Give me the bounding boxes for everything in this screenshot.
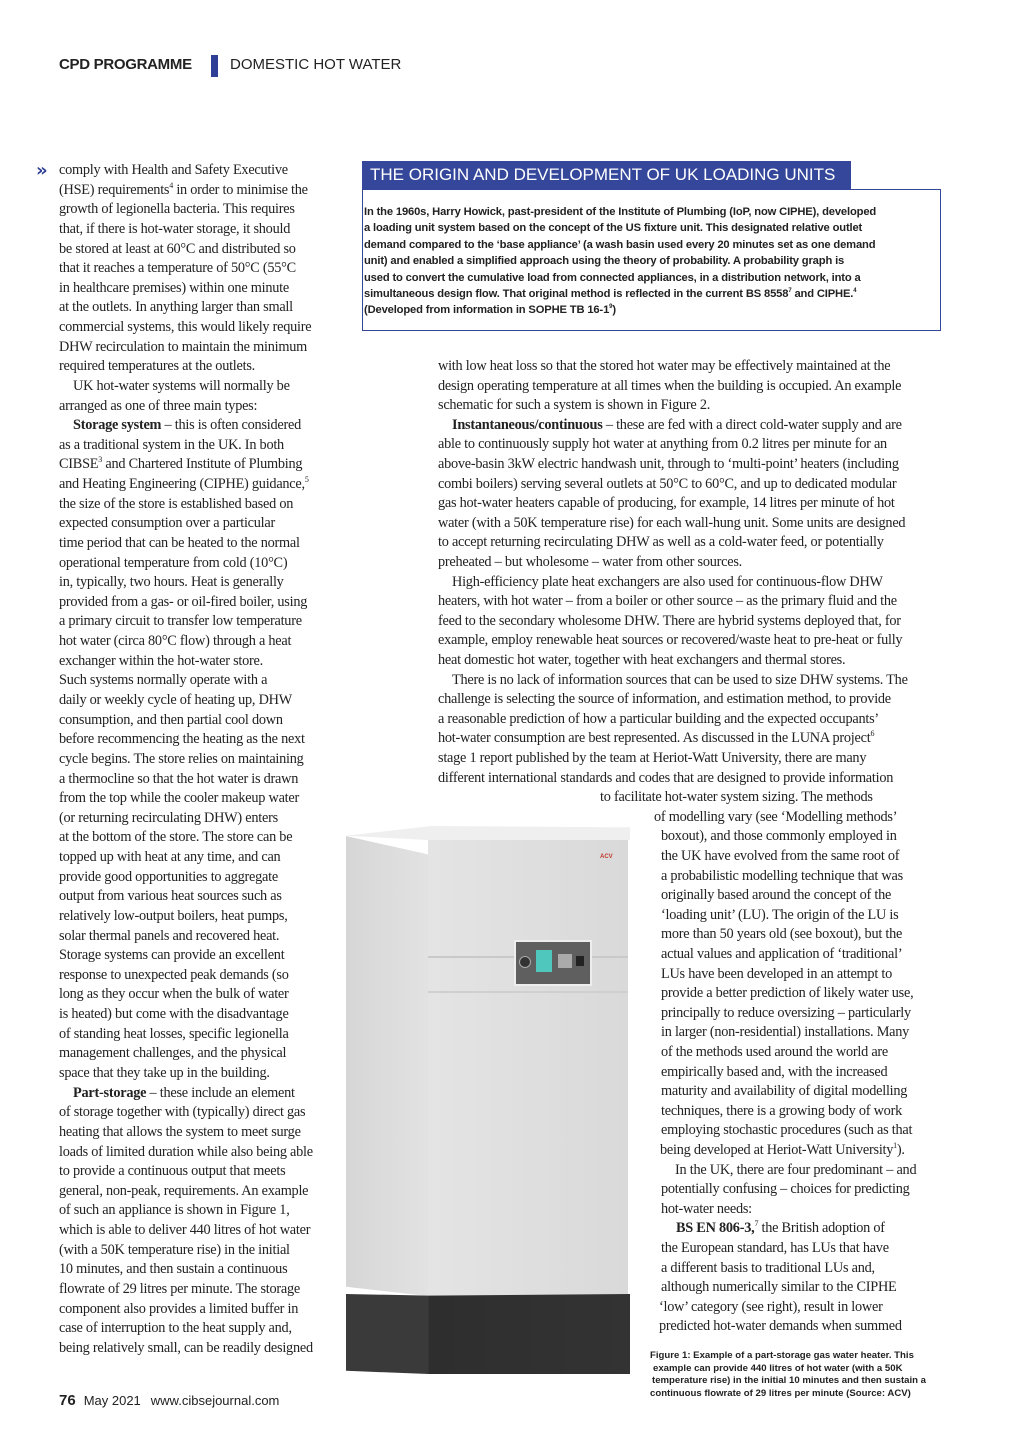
text-line bbox=[59, 632, 291, 650]
page-number: 76 bbox=[59, 1392, 76, 1409]
text-run: consumption, and then partial cool down bbox=[59, 711, 283, 728]
dial-icon bbox=[519, 956, 531, 968]
text-line bbox=[59, 436, 284, 454]
text-line bbox=[59, 495, 293, 513]
text-line bbox=[452, 573, 883, 591]
text-run: – these include an element bbox=[146, 1084, 295, 1101]
text-run: exchanger within the hot-water store. bbox=[59, 652, 263, 669]
text-line bbox=[59, 1339, 313, 1357]
text-line bbox=[438, 749, 866, 767]
text-run: of standing heat losses, specific legionella bbox=[59, 1025, 289, 1042]
boxout-line bbox=[364, 220, 940, 236]
text-line bbox=[661, 945, 902, 963]
text-run: output from various heat sources such as bbox=[59, 888, 282, 905]
text-line bbox=[661, 847, 899, 865]
text-run: and CIPHE. bbox=[791, 288, 854, 301]
text-run: time period that can be heated to the normal bbox=[59, 534, 300, 551]
text-line bbox=[661, 1082, 907, 1100]
text-line bbox=[59, 455, 302, 473]
text-line bbox=[675, 1161, 916, 1179]
reference-superscript: 7 bbox=[754, 1219, 759, 1229]
text-run: a reasonable prediction of how a particular building and the expected occupants’ bbox=[438, 710, 879, 727]
text-line bbox=[661, 984, 913, 1002]
text-run: ‘low’ category (see right), result in lower bbox=[659, 1298, 883, 1315]
website-link[interactable]: www.cibsejournal.com bbox=[150, 1393, 280, 1408]
text-run: Storage systems can provide an excellent bbox=[59, 947, 285, 964]
display-screen bbox=[536, 950, 552, 972]
text-line bbox=[661, 867, 903, 885]
text-run: and Heating Engineering (CIPHE) guidance, bbox=[59, 476, 305, 493]
text-run: case of interruption to the heat supply and, bbox=[59, 1320, 292, 1337]
text-run: hot-water needs: bbox=[661, 1200, 752, 1217]
text-line bbox=[59, 1300, 298, 1318]
text-run: CIBSE bbox=[59, 456, 99, 473]
bold-lead-in: Instantaneous/continuous bbox=[452, 416, 603, 433]
text-line bbox=[438, 396, 710, 414]
text-run: (Developed from information in SOPHE TB 16-1 bbox=[364, 304, 610, 317]
text-line bbox=[59, 259, 296, 277]
text-run: a different basis to traditional LUs and, bbox=[661, 1259, 875, 1276]
boxout-title: THE ORIGIN AND DEVELOPMENT OF UK LOADING UNITS bbox=[362, 161, 851, 189]
text-run: general, non-peak, requirements. An example bbox=[59, 1182, 309, 1199]
text-run: space that they take up in the building. bbox=[59, 1064, 270, 1081]
text-run: a probabilistic modelling technique that was bbox=[661, 867, 903, 884]
text-run: comply with Health and Safety Executive bbox=[59, 162, 288, 178]
boxout-line bbox=[364, 286, 940, 302]
text-line bbox=[438, 533, 884, 551]
text-run: feed to the secondary wholesome DHW. There are hybrid systems deployed that, for bbox=[438, 612, 901, 629]
text-run: potentially confusing – choices for predicting bbox=[661, 1181, 910, 1198]
text-line bbox=[661, 965, 892, 983]
issue-date: May 2021 bbox=[83, 1393, 141, 1408]
text-run: employing stochastic procedures (such as that bbox=[661, 1122, 913, 1139]
text-line bbox=[661, 886, 891, 904]
boxout-line bbox=[364, 204, 940, 220]
text-line bbox=[661, 906, 898, 924]
text-line bbox=[661, 1043, 888, 1061]
text-run: empirically based and, with the increased bbox=[661, 1063, 888, 1080]
text-line bbox=[59, 1241, 290, 1259]
reference-superscript: 5 bbox=[304, 475, 309, 485]
text-run: different international standards and codes that are designed to provide information bbox=[438, 769, 894, 786]
text-run: with low heat loss so that the stored hot water may be effectively maintained at the bbox=[438, 358, 891, 374]
text-line bbox=[59, 1103, 305, 1121]
text-line bbox=[73, 416, 301, 434]
text-run: although numerically similar to the CIPHE bbox=[661, 1279, 897, 1296]
text-line bbox=[59, 1123, 301, 1141]
text-run: before recommencing the heating as the next bbox=[59, 731, 305, 748]
text-line bbox=[59, 907, 288, 925]
heater-front bbox=[428, 834, 628, 1296]
text-run: the UK have evolved from the same root of bbox=[661, 848, 900, 864]
text-run: response to unexpected peak demands (so bbox=[59, 966, 289, 983]
text-run: growth of legionella bacteria. This requires bbox=[59, 201, 295, 218]
text-line bbox=[59, 554, 287, 572]
text-line bbox=[59, 475, 309, 493]
text-line bbox=[438, 769, 893, 787]
text-run: a loading unit system based on the concept of the US fixture unit. This designated relative outlet bbox=[364, 222, 863, 235]
text-line bbox=[661, 1278, 897, 1296]
text-line bbox=[661, 1200, 752, 1218]
text-line bbox=[59, 1143, 313, 1161]
reference-superscript: 4 bbox=[853, 288, 857, 295]
text-run: originally based around the concept of the bbox=[661, 887, 892, 904]
text-line bbox=[452, 671, 908, 689]
boxout-text bbox=[364, 204, 940, 319]
text-line bbox=[452, 416, 902, 434]
text-run: 10 minutes, and then sustain a continuous bbox=[59, 1261, 288, 1278]
text-run: more than 50 years old (see boxout), but the bbox=[661, 926, 903, 943]
text-run: loads of limited duration while also being able bbox=[59, 1143, 313, 1160]
text-line bbox=[438, 592, 897, 610]
text-line bbox=[59, 691, 292, 709]
text-line bbox=[661, 925, 902, 943]
text-line bbox=[59, 318, 311, 336]
reference-superscript: 6 bbox=[870, 729, 875, 739]
text-run: expected consumption over a particular bbox=[59, 515, 275, 532]
text-line bbox=[59, 534, 300, 552]
text-run: of the methods used around the world are bbox=[661, 1044, 889, 1060]
text-run: as a traditional system in the UK. In both bbox=[59, 436, 284, 453]
text-run: is heated) but come with the disadvantage bbox=[59, 1006, 289, 1023]
text-run: stage 1 report published by the team at Heriot-Watt University, there are many bbox=[438, 750, 867, 766]
text-run: in order to minimise the bbox=[173, 181, 308, 198]
text-run: schematic for such a system is shown in Figure 2. bbox=[438, 397, 711, 414]
text-line bbox=[661, 1239, 889, 1257]
text-run: from the top while the cooler makeup water bbox=[59, 790, 300, 807]
text-line bbox=[59, 357, 255, 375]
text-run: UK hot-water systems will normally be bbox=[73, 377, 290, 394]
text-run: daily or weekly cycle of heating up, DHW bbox=[59, 692, 292, 708]
text-run: used to convert the cumulative load from connected appliances, in a distribution network, into a bbox=[364, 271, 861, 284]
text-run: actual values and application of ‘traditional’ bbox=[661, 946, 903, 962]
boxout-line bbox=[364, 302, 940, 318]
reference-superscript: 9 bbox=[609, 304, 613, 311]
text-line bbox=[73, 377, 290, 395]
text-run: that it reaches a temperature of 50°C (55°C bbox=[59, 260, 296, 277]
text-run: (or returning recirculating DHW) enters bbox=[59, 809, 278, 826]
text-run: to facilitate hot-water system sizing. The methods bbox=[600, 789, 873, 806]
text-run: component also provides a limited buffer in bbox=[59, 1300, 299, 1317]
caption-line: Figure 1: Example of a part-storage gas water heater. This bbox=[650, 1350, 914, 1361]
text-run: DHW recirculation to maintain the minimum bbox=[59, 338, 307, 355]
text-line bbox=[659, 1298, 883, 1316]
text-line bbox=[660, 1141, 905, 1159]
text-line bbox=[59, 927, 279, 945]
bold-lead-in: Part-storage bbox=[73, 1084, 147, 1101]
text-line bbox=[59, 1005, 289, 1023]
text-line bbox=[438, 729, 874, 747]
text-run: a thermocline so that the hot water is drawn bbox=[59, 770, 299, 787]
text-line bbox=[59, 573, 284, 591]
text-run: at the bottom of the store. The store can be bbox=[59, 829, 293, 846]
text-run: heaters, with hot water – from a boiler or other source – as the primary fluid and the bbox=[438, 593, 897, 610]
reference-superscript: 3 bbox=[98, 455, 103, 465]
text-line bbox=[438, 553, 742, 571]
text-run: demand compared to the ‘base appliance’ (a wash basin used every 20 minutes set as one demand bbox=[364, 238, 876, 251]
text-line bbox=[438, 690, 891, 708]
text-line bbox=[654, 808, 897, 826]
text-line bbox=[59, 240, 296, 258]
text-run: water (with a 50K temperature rise) for each wall-hung unit. Some units are designed bbox=[438, 514, 906, 531]
text-run: ‘loading unit’ (LU). The origin of the LU is bbox=[661, 906, 899, 923]
text-line bbox=[438, 710, 879, 728]
text-line bbox=[59, 887, 282, 905]
text-line bbox=[59, 1319, 292, 1337]
text-run: to accept returning recirculating DHW as well as a cold-water feed, or potentially bbox=[438, 534, 884, 551]
text-run: required temperatures at the outlets. bbox=[59, 358, 255, 375]
text-line bbox=[438, 612, 901, 630]
text-line bbox=[438, 475, 896, 493]
text-line bbox=[59, 220, 290, 238]
text-line bbox=[659, 1317, 902, 1335]
caption-line: continuous flowrate of 29 litres per minute (Source: ACV) bbox=[650, 1387, 911, 1399]
text-line bbox=[59, 161, 288, 179]
text-line bbox=[59, 711, 283, 729]
header-divider bbox=[211, 55, 218, 77]
text-run: In the UK, there are four predominant – and bbox=[675, 1161, 917, 1178]
text-line bbox=[676, 1219, 885, 1237]
text-run: the European standard, has LUs that have bbox=[661, 1240, 889, 1256]
text-run: at the outlets. In anything larger than small bbox=[59, 299, 293, 316]
text-run: – this is often considered bbox=[161, 417, 301, 434]
text-run: be stored at least at 60°C and distributed so bbox=[59, 240, 296, 257]
text-run: maturity and availability of digital modelling bbox=[661, 1083, 908, 1100]
bold-lead-in: BS EN 806-3, bbox=[676, 1220, 755, 1237]
text-line bbox=[59, 1201, 290, 1219]
text-line bbox=[600, 788, 873, 806]
text-run: hot water (circa 80°C flow) through a heat bbox=[59, 633, 292, 650]
text-line bbox=[59, 1064, 270, 1082]
text-run: solar thermal panels and recovered heat. bbox=[59, 927, 280, 944]
heater-seam bbox=[428, 991, 628, 993]
text-run: (HSE) requirements bbox=[59, 181, 170, 198]
text-run: of modelling vary (see ‘Modelling methods’ bbox=[654, 808, 898, 825]
text-run: techniques, there is a growing body of work bbox=[661, 1102, 902, 1119]
text-run: ) bbox=[612, 304, 616, 317]
text-line bbox=[59, 338, 307, 356]
text-line bbox=[59, 514, 275, 532]
text-line bbox=[661, 1180, 910, 1198]
section-label: CPD PROGRAMME bbox=[59, 56, 192, 73]
continued-chevron-icon: » bbox=[36, 160, 48, 181]
reference-superscript: 7 bbox=[788, 288, 792, 295]
text-run: gas hot-water heaters capable of producing, for example, 14 litres per minute of hot bbox=[438, 495, 895, 512]
brand-logo: ACV bbox=[600, 854, 613, 860]
text-run: which is able to deliver 440 litres of hot water bbox=[59, 1222, 311, 1239]
text-run: provide good opportunities to aggregate bbox=[59, 868, 278, 885]
text-run: principally to reduce oversizing – particularly bbox=[661, 1004, 911, 1021]
text-run: of storage together with (typically) direct gas bbox=[59, 1104, 306, 1121]
caption-line: example can provide 440 litres of hot water (with a 50K bbox=[653, 1362, 903, 1374]
text-run: arranged as one of three main types: bbox=[59, 397, 258, 414]
text-line bbox=[661, 1023, 909, 1041]
text-run: – these are fed with a direct cold-water supply and are bbox=[602, 416, 902, 433]
text-run: unit) and enabled a simplified approach using the theory of probability. A probability graph is bbox=[364, 255, 845, 268]
text-run: to provide a continuous output that meets bbox=[59, 1163, 286, 1180]
topic-label: DOMESTIC HOT WATER bbox=[230, 56, 402, 73]
text-line bbox=[438, 455, 899, 473]
text-run: the British adoption of bbox=[758, 1220, 885, 1237]
heater-side bbox=[346, 836, 428, 1296]
text-run: In the 1960s, Harry Howick, past-president of the Institute of Plumbing (IoP, now CIPHE), developed bbox=[364, 206, 877, 218]
text-run: heat domestic hot water, together with heat exchangers and thermal stores. bbox=[438, 652, 846, 668]
text-run: hot-water consumption are best represented. As discussed in the LUNA project bbox=[438, 730, 871, 747]
boxout-line bbox=[364, 253, 940, 269]
text-run: simultaneous design flow. That original method is reflected in the current BS 8558 bbox=[364, 288, 789, 301]
text-run: combi boilers) serving several outlets at 50°C to 60°C, and up to dedicated modular bbox=[438, 475, 897, 492]
text-line bbox=[59, 1025, 289, 1043]
text-line bbox=[59, 397, 257, 415]
power-switch-icon bbox=[576, 956, 584, 966]
text-line bbox=[59, 1044, 286, 1062]
text-line bbox=[59, 1280, 300, 1298]
text-line bbox=[661, 1004, 911, 1022]
keypad-icon bbox=[558, 954, 572, 968]
text-run: LUs have been developed in an attempt to bbox=[661, 965, 892, 982]
text-run: operational temperature from cold (10°C) bbox=[59, 554, 288, 571]
text-run: Such systems normally operate with a bbox=[59, 672, 268, 689]
text-line bbox=[59, 966, 289, 984]
text-run: (with a 50K temperature rise) in the initial bbox=[59, 1241, 290, 1258]
text-run: topped up with heat at any time, and can bbox=[59, 849, 281, 866]
text-line bbox=[59, 1182, 308, 1200]
text-line bbox=[59, 1162, 285, 1180]
text-line bbox=[438, 435, 887, 453]
text-run: the size of the store is established based on bbox=[59, 495, 294, 512]
text-run: relatively low-output boilers, heat pumps, bbox=[59, 907, 288, 924]
text-line bbox=[59, 848, 280, 866]
text-line bbox=[59, 181, 308, 199]
text-run: There is no lack of information sources that can be used to size DHW systems. The bbox=[452, 671, 908, 688]
text-line bbox=[59, 298, 293, 316]
heater-top bbox=[346, 826, 630, 840]
text-line bbox=[59, 985, 289, 1003]
text-run: cycle begins. The store relies on maintaining bbox=[59, 750, 304, 767]
text-run: boxout), and those commonly employed in bbox=[661, 828, 897, 845]
text-line bbox=[59, 789, 299, 807]
text-line bbox=[661, 1259, 875, 1277]
text-run: preheated – but wholesome – water from other sources. bbox=[438, 554, 742, 570]
text-run: in, typically, two hours. Heat is generally bbox=[59, 574, 284, 591]
heater-base bbox=[346, 1294, 630, 1374]
text-line bbox=[438, 377, 901, 395]
boxout-line bbox=[364, 270, 940, 286]
control-panel bbox=[514, 940, 592, 986]
text-line bbox=[59, 770, 298, 788]
text-run: being developed at Heriot-Watt University bbox=[660, 1142, 894, 1158]
text-run: ). bbox=[896, 1142, 905, 1158]
text-line bbox=[59, 593, 307, 611]
text-line bbox=[59, 671, 267, 689]
text-line bbox=[59, 750, 304, 768]
reference-superscript: 4 bbox=[169, 180, 173, 190]
text-run: long as they occur when the bulk of water bbox=[59, 986, 289, 1003]
text-run: design operating temperature at all times when the building is occupied. An example bbox=[438, 377, 902, 394]
text-run: commercial systems, this would likely require bbox=[59, 319, 312, 336]
footer bbox=[59, 1392, 279, 1409]
text-line bbox=[59, 612, 302, 630]
text-line bbox=[661, 1063, 887, 1081]
text-line bbox=[59, 1221, 310, 1239]
caption-line: temperature rise) in the initial 10 minutes and then sustain a bbox=[652, 1375, 927, 1386]
text-line bbox=[59, 809, 278, 827]
text-run: and Chartered Institute of Plumbing bbox=[102, 456, 303, 473]
text-run: above-basin 3kW electric handwash unit, through to ‘multi-point’ heaters (including bbox=[438, 456, 899, 472]
text-line bbox=[59, 828, 292, 846]
text-line bbox=[59, 652, 263, 670]
text-line bbox=[438, 514, 905, 532]
text-run: in larger (non-residential) installations. Many bbox=[661, 1024, 910, 1041]
text-line bbox=[438, 651, 845, 669]
figure-caption bbox=[650, 1350, 940, 1400]
text-run: provided from a gas- or oil-fired boiler, using bbox=[59, 593, 308, 610]
boxout-line bbox=[364, 237, 940, 253]
text-run: flowrate of 29 litres per minute. The storage bbox=[59, 1280, 300, 1297]
reference-superscript: 1 bbox=[893, 1141, 897, 1150]
bold-lead-in: Storage system bbox=[73, 417, 162, 434]
text-line bbox=[59, 279, 289, 297]
text-run: a primary circuit to transfer low temperature bbox=[59, 613, 302, 630]
text-line bbox=[59, 946, 284, 964]
text-line bbox=[59, 868, 278, 886]
text-run: of such an appliance is shown in Figure 1, bbox=[59, 1202, 290, 1219]
text-run: provide a better prediction of likely water use, bbox=[661, 985, 914, 1002]
text-line bbox=[59, 200, 295, 218]
text-line bbox=[661, 1102, 902, 1120]
text-line bbox=[438, 357, 890, 375]
text-line bbox=[73, 1084, 295, 1102]
text-line bbox=[438, 631, 902, 649]
text-line bbox=[438, 494, 895, 512]
text-run: predicted hot-water demands when summed bbox=[659, 1318, 902, 1335]
text-run: that, if there is hot-water storage, it should bbox=[59, 220, 291, 237]
text-run: heating that allows the system to meet surge bbox=[59, 1123, 301, 1140]
text-line bbox=[661, 827, 897, 845]
text-run: High-efficiency plate heat exchangers are also used for continuous-flow DHW bbox=[452, 573, 883, 590]
figure-water-heater-image bbox=[346, 826, 630, 1376]
text-run: management challenges, and the physical bbox=[59, 1045, 287, 1062]
boxout bbox=[362, 189, 941, 331]
text-run: in healthcare premises) within one minute bbox=[59, 279, 289, 296]
text-run: challenge is selecting the source of information, and estimation method, to provide bbox=[438, 691, 891, 708]
text-run: able to continuously supply hot water at anything from 0.2 litres per minute for an bbox=[438, 436, 887, 453]
text-run: example, employ renewable heat sources or recovered/waste heat to pre-heat or fully bbox=[438, 632, 903, 649]
text-run: being relatively small, can be readily designed bbox=[59, 1339, 313, 1356]
text-line bbox=[59, 1260, 287, 1278]
text-line bbox=[661, 1121, 912, 1139]
text-line bbox=[59, 730, 305, 748]
